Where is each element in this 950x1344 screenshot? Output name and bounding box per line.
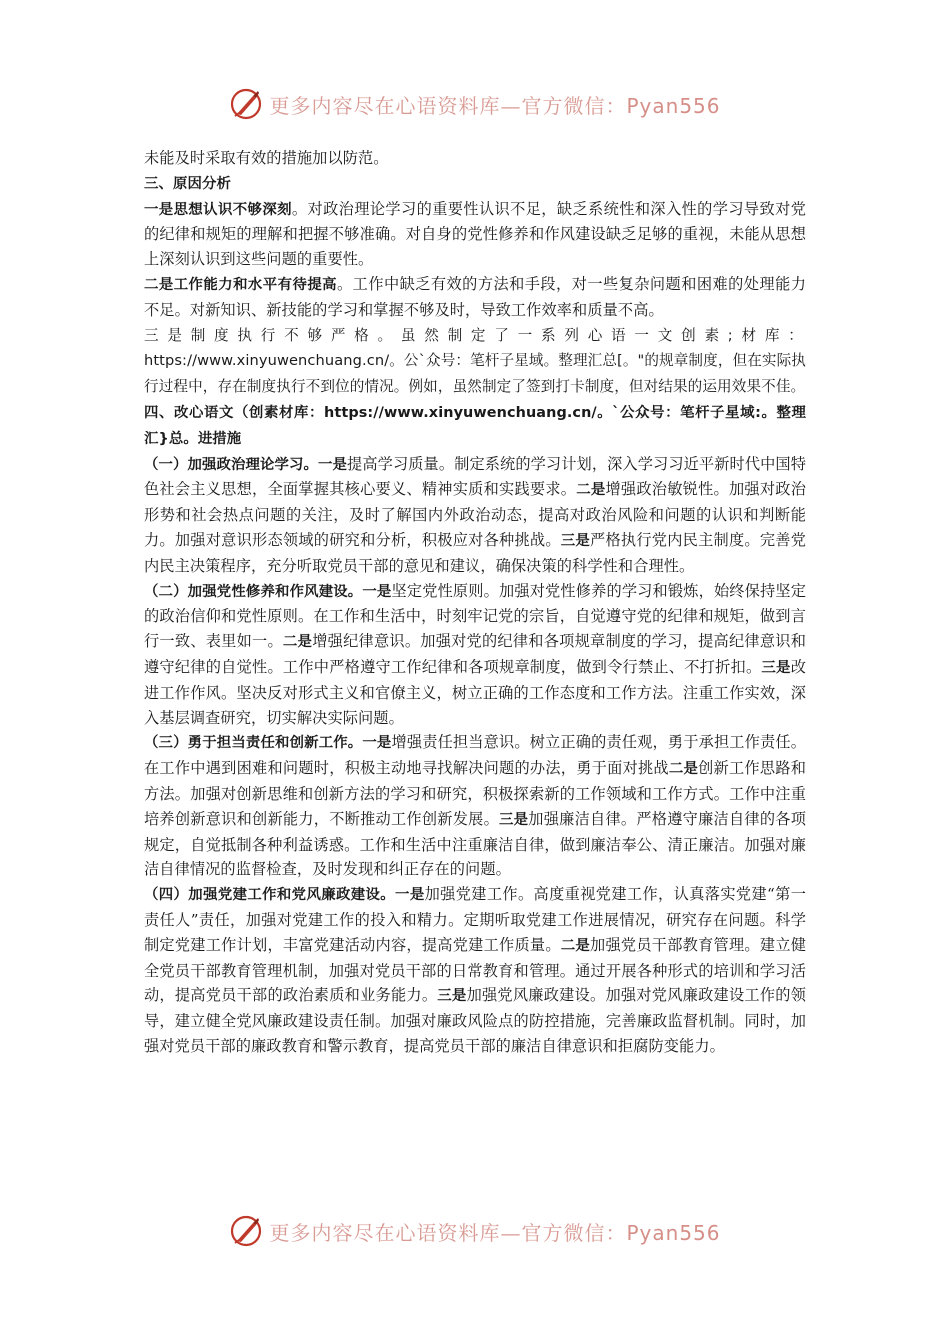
bold-run: 三是 <box>499 811 529 828</box>
paragraph <box>144 197 806 272</box>
text-run: 坚定党性原则。加强对党性修养的学习和锻炼，始终保持坚定的政治信仰和党性原则。在工作和生活中，时刻牢记党的宗旨，自觉遵守党的纪律和规矩，做到言行一致、表里如一。 <box>144 581 807 651</box>
bold-run: 四、改心语文（创素材库：https://www.xinyuwenchuang.cn/。`公众号：笔杆子星域:。整理汇}总。进措施 <box>144 404 806 447</box>
text-run: 增强纪律意识。加强对党的纪律和各项规章制度的学习，提高纪律意识和遵守纪律的自觉性。工作中严格遵守工作纪律和各项规章制度，做到令行禁止、不打折扣。 <box>144 632 806 676</box>
text-run: 增强责任担当意识。树立正确的责任观，勇于承担工作责任。在工作中遇到困难和问题时，积极主动地寻找解决问题的办法，勇于面对挑战 <box>144 733 807 778</box>
text-run: 公`众号：笔杆子星域。整理汇总[。"的规章制度，但在实际执行过程中，存在制度执行不到位的情况。例如，虽然制定了签到打卡制度，但对结果的运用效果不佳。 <box>144 352 806 396</box>
paragraph <box>144 171 806 197</box>
bold-run: （四）加强党建工作和党风廉政建设。一是 <box>144 887 425 904</box>
bold-run: 二是 <box>560 937 591 954</box>
bold-run: 二是 <box>576 482 606 499</box>
footer-banner <box>0 1211 950 1251</box>
text-run: 。对政治理论学习的重要性认识不足，缺乏系统性和深入性的学习导致对党的纪律和规矩的理解和把握不够准确。对自身的党性修养和作风建设缺乏足够的重视，未能从思想上深刻认识到这些问题的重要性。 <box>144 199 806 269</box>
text-run: 创新工作思路和方法。加强对创新思维和创新方法的学习和研究，积极探索新的工作领域和工作方式。工作中注重培养创新意识和创新能力，不断推动工作创新发展。 <box>144 759 806 828</box>
paragraph <box>144 579 806 731</box>
bold-run: 三是 <box>560 532 591 549</box>
text-run: 加强廉洁自律。严格遵守廉洁自律的各项规定，自觉抵制各种利益诱惑。工作和生活中注重廉洁自律，做到廉洁奉公、清正廉洁。加强对廉洁自律情况的监督检查，及时发现和纠正存在的问题。 <box>144 809 806 879</box>
bold-run: 二是 <box>282 634 313 651</box>
bold-run: 三是 <box>437 988 467 1005</box>
document-body <box>144 146 806 1059</box>
paragraph <box>144 730 806 882</box>
text-run: 严格执行党内民主制度。完善党内民主决策程序，充分听取党员干部的意见和建议，确保决策的科学性和合理性。 <box>144 530 806 575</box>
text-run: 加强党风廉政建设。加强对党风廉政建设工作的领导，建立健全党风廉政建设责任制。加强对廉政风险点的防控措施，完善廉政监督机制。同时，加强对党员干部的廉政教育和警示教育，提高党员干部的廉洁自律意识和拒腐防变能力。 <box>144 986 806 1055</box>
text-run: 。工作中缺乏有效的方法和手段，对一些复杂问题和困难的处理能力不足。对新知识、新技能的学习和掌握不够及时，导致工作效率和质量不高。 <box>144 274 807 319</box>
text-run: 未能及时采取有效的措施加以防范。 <box>144 149 389 167</box>
bold-run: 二是工作能力和水平有待提高 <box>144 276 338 293</box>
bold-run: 三是 <box>761 659 791 676</box>
quill-logo-icon <box>229 87 263 121</box>
banner-text: 更多内容尽在心语资料库—官方微信：Pyan556 <box>269 93 721 118</box>
bold-run: 一是思想认识不够深刻 <box>144 201 292 218</box>
bold-run: （二）加强党性修养和作风建设。一是 <box>144 583 392 600</box>
text-run: 加强党员干部教育管理。建立健全党员干部教育管理机制，加强对党员干部的日常教育和管理。通过开展各种形式的培训和学习活动，提高党员干部的政治素质和业务能力。 <box>144 935 806 1005</box>
text-run: 三是制度执行不够严格。虽然制定了一系列心语一文创素;材库： <box>144 326 806 344</box>
bold-run: （一）加强政治理论学习。一是 <box>144 456 348 473</box>
text-run: 增强政治敏锐性。加强对政治形势和社会热点问题的关注，及时了解国内外政治动态，提高对政治风险和问题的认识和判断能力。加强对意识形态领域的研究和分析，积极应对各种挑战。 <box>144 480 806 549</box>
bold-run: 三、原因分析 <box>144 175 231 192</box>
quill-logo-icon <box>229 1214 263 1248</box>
text-run: 改进工作作风。坚决反对形式主义和官僚主义，树立正确的工作态度和工作方法。注重工作实效，深入基层调查研究，切实解决实际问题。 <box>144 657 806 727</box>
text-run: https://www.xinyuwenchuang.cn/。 <box>144 352 404 370</box>
text-run: 提高学习质量。制定系统的学习计划，深入学习习近平新时代中国特色社会主义思想，全面掌握其核心要义、精神实质和实践要求。 <box>144 454 807 499</box>
paragraph <box>144 882 806 1059</box>
bold-run: 二是 <box>668 761 699 778</box>
bold-run: （三）勇于担当责任和创新工作。一是 <box>144 735 392 752</box>
paragraph <box>144 323 806 400</box>
text-run: 加强党建工作。高度重视党建工作，认真落实党建“第一责任人”责任，加强对党建工作的投入和精力。定期听取党建工作进展情况，研究存在问题。科学制定党建工作计划，丰富党建活动内容，提高党建工作质量。 <box>144 885 807 954</box>
banner-text: 更多内容尽在心语资料库—官方微信：Pyan556 <box>269 1220 721 1245</box>
paragraph <box>144 452 806 579</box>
paragraph <box>144 272 806 323</box>
paragraph <box>144 400 806 452</box>
header-banner <box>0 84 950 124</box>
paragraph <box>144 146 806 171</box>
